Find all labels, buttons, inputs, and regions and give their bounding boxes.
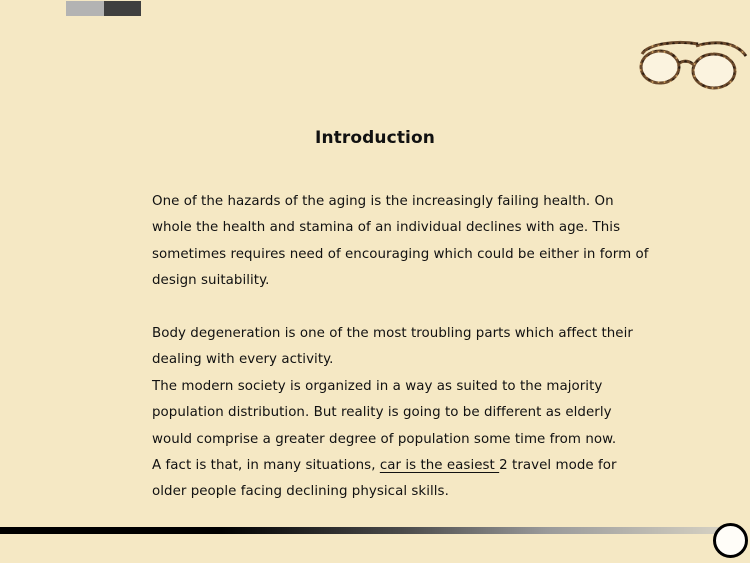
- paragraph-travel-mode: [152, 453, 622, 506]
- bottom-divider: [0, 527, 730, 534]
- car-easiest-link[interactable]: car is the easiest: [379, 458, 500, 474]
- text-line: Body degeneration is one of the most troubling parts which affect their: [152, 326, 633, 342]
- text-line: The modern society is organized in a way as suited to the majority: [152, 378, 603, 394]
- paragraph-aging-health: [152, 189, 649, 295]
- paragraph-modern-society: [152, 374, 622, 453]
- slide-title: Introduction: [315, 128, 435, 148]
- top-accent-bar-dark: [104, 1, 141, 16]
- text-line: older people facing declining physical skills.: [152, 484, 449, 500]
- eyeglasses-icon: [636, 36, 750, 92]
- text-line: design suitability.: [152, 273, 270, 289]
- text-line: [152, 453, 622, 479]
- text-after-link: 2 travel mode for: [499, 458, 617, 474]
- text-line: population distribution. But reality is going to be different as elderly: [152, 405, 612, 421]
- text-line: would comprise a greater degree of population some time from now.: [152, 431, 617, 447]
- text-line: whole the health and stamina of an individual declines with age. This: [152, 220, 621, 236]
- text-before-link: A fact is that, in many situations,: [152, 458, 380, 474]
- paragraph-body-degeneration: [152, 321, 633, 374]
- text-line: sometimes requires need of encouraging which could be either in form of: [152, 246, 649, 262]
- text-line: dealing with every activity.: [152, 352, 334, 368]
- slide-body: [152, 189, 649, 506]
- circle-ornament: [713, 523, 748, 558]
- top-accent-bar-light: [66, 1, 104, 16]
- text-line: One of the hazards of the aging is the increasingly failing health. On: [152, 194, 614, 209]
